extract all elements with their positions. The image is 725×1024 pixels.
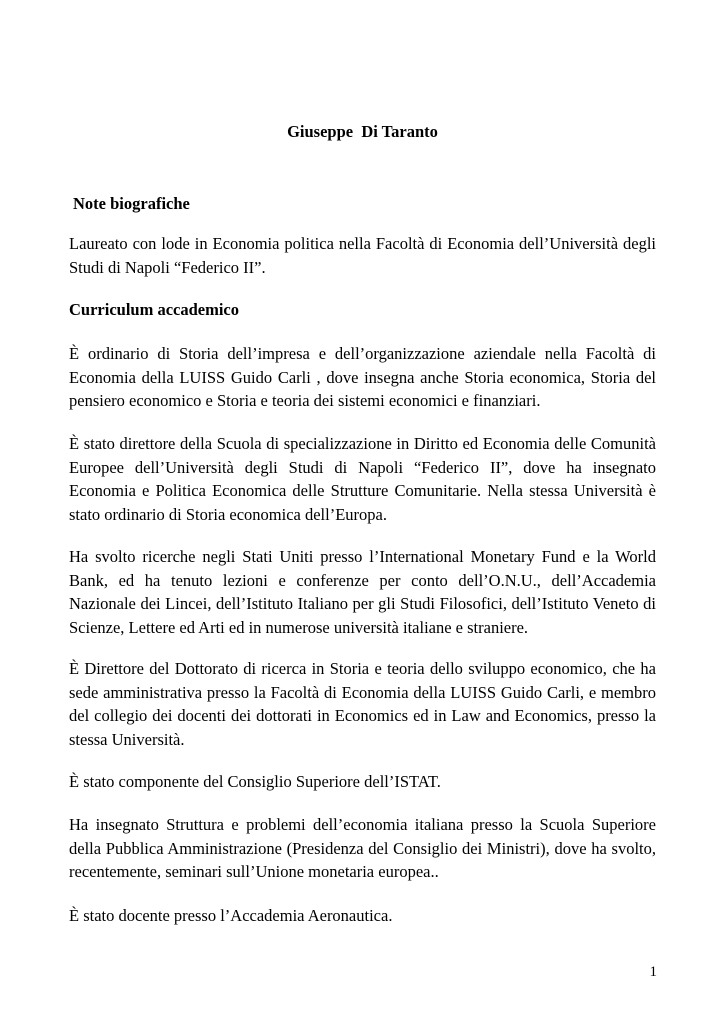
paragraph-scuola-superiore: Ha insegnato Struttura e problemi dell’economia italiana presso la Scuola Superiore della Pubblica Amministrazione (Presidenza del Consiglio dei Ministri), dove ha svolto, recentemente, seminari sull’Unione monetaria europea.. (69, 815, 656, 881)
paragraph-accademia-aeronautica: È stato docente presso l’Accademia Aeronautica. (69, 906, 393, 925)
document-title: Giuseppe Di Taranto (287, 122, 438, 141)
paragraph-laurea: Laureato con lode in Economia politica nella Facoltà di Economia dell’Università degli Studi di Napoli “Federico II”. (69, 234, 656, 277)
heading-note-biografiche: Note biografiche (73, 194, 190, 213)
paragraph-dottorato: È Direttore del Dottorato di ricerca in Storia e teoria dello sviluppo economico, che ha sede amministrativa presso la Facoltà di Economia della LUISS Guido Carli, e membro del collegio dei docenti dei dottorati in Economics ed in Law and Economics, presso la stessa Università. (69, 659, 656, 749)
paragraph-direttore-scuola: È stato direttore della Scuola di specializzazione in Diritto ed Economia delle Comunità Europee dell’Università degli Studi di Napoli “Federico II”, dove ha insegnato Economia e Politica Economica delle Strutture Comunitarie. Nella stessa Università è stato ordinario di Storia economica dell’Europa. (69, 434, 656, 524)
heading-curriculum-accademico: Curriculum accademico (69, 300, 240, 319)
paragraph-ricerche: Ha svolto ricerche negli Stati Uniti presso l’International Monetary Fund e la World Bank, ed ha tenuto lezioni e conferenze per conto dell’O.N.U., dell’Accademia Nazionale dei Lincei, dell’Istituto Italiano per gli Studi Filosofici, dell’Istituto Veneto di Scienze, Lettere ed Arti ed in numerose università italiane e straniere. (69, 547, 656, 637)
paragraph-istat: È stato componente del Consiglio Superiore dell’ISTAT. (69, 772, 441, 791)
paragraph-ordinario: È ordinario di Storia dell’impresa e dell’organizzazione aziendale nella Facoltà di Economia della LUISS Guido Carli , dove insegna anche Storia economica, Storia del pensiero economico e Storia e teoria dei sistemi economici e finanziari. (69, 344, 656, 410)
page-number: 1 (649, 964, 657, 980)
